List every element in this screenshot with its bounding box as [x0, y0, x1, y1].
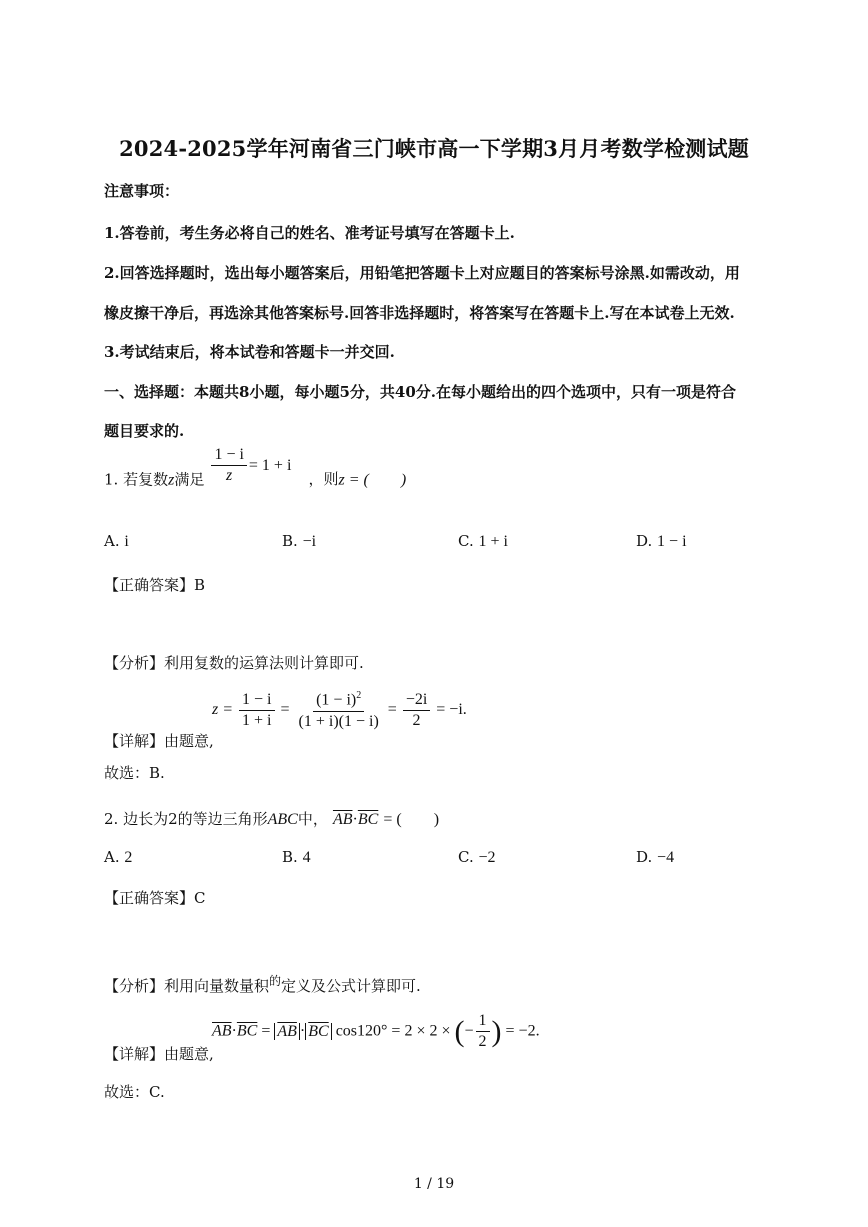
- q1-option-d: D. 1 − i: [636, 532, 687, 550]
- q1-answer: 【正确答案】B: [104, 576, 206, 594]
- q1-detail-label: 【详解】由题意,: [104, 732, 214, 750]
- q2-option-a: A. 2: [104, 848, 133, 866]
- q2-option-b: B. 4: [282, 848, 311, 866]
- q2-triangle: ABC: [267, 811, 298, 828]
- notes-item-3: 3.考试结束后，将本试卷和答题卡一并交回.: [104, 343, 395, 361]
- q2-conclusion: 故选：C.: [104, 1083, 165, 1101]
- q1-stem: [104, 446, 407, 500]
- q1-rhs: = 1 + i: [248, 457, 292, 475]
- q2-solution: $\overline{AB}\cdot\overline{BC} = \overline{AB} \cdot \overline{BC}$ cos120° = 2 × 2 × (− $\frac{1}{2}$ ) = −2.: [212, 1012, 540, 1051]
- q1-conclusion: 故选：B.: [104, 764, 165, 782]
- q1-then: ，则: [308, 470, 339, 489]
- q1-ask: z = ( ): [338, 471, 407, 489]
- q1-sol-frac-1: $\frac{1 - i}{1 + i}$: [239, 691, 274, 731]
- q1-sol-frac-3: $\frac{-2i}{2}$: [403, 691, 430, 731]
- q1-sol-lhs: z =: [212, 701, 234, 719]
- q2-detail-label: 【详解】由题意,: [104, 1045, 214, 1063]
- q2-vector-bc: $\overline{BC}$: [357, 811, 379, 828]
- q1-analysis: 【分析】利用复数的运算法则计算即可.: [104, 654, 364, 672]
- notes-heading: 注意事项：: [104, 182, 180, 200]
- q1-frac-den: z: [226, 467, 233, 485]
- q2-answer: 【正确答案】C: [104, 889, 206, 907]
- q2-ask: = ( ): [383, 811, 440, 828]
- q2-stem: 2. 边长为2的等边三角形ABC中， $\overline{AB}\cdot\overline{BC}$ = ( ): [104, 810, 440, 828]
- q1-option-a: A. i: [104, 532, 129, 550]
- q1-option-c: C. 1 + i: [458, 532, 508, 550]
- q1-sol-end: = −i.: [436, 701, 467, 719]
- q2-mid: 中，: [297, 810, 328, 828]
- q2-vector-ab: $\overline{AB}$: [332, 811, 353, 828]
- q2-prefix: 2. 边长为2的等边三角形: [104, 810, 268, 828]
- q1-frac-num: 1 − i: [211, 446, 246, 466]
- q1-mid: 满足: [174, 470, 205, 489]
- q2-option-c: C. −2: [458, 848, 496, 866]
- q2-analysis: 【分析】利用向量数量积$^的$定义及公式计算即可.: [104, 974, 421, 995]
- section-1-line-2: 题目要求的.: [104, 422, 185, 440]
- q1-solution: z = $\frac{1 - i}{1 + i}$ = $\frac{(1 - i)^2}{(1 + i)(1 - i)}$ = $\frac{-2i}{2}$ = −i.: [212, 690, 467, 730]
- q1-fraction: [211, 446, 246, 486]
- page-title: 2024-2025学年河南省三门峡市高一下学期3月月考数学检测试题: [119, 136, 749, 161]
- notes-item-1: 1.答卷前，考生务必将自己的姓名、准考证号填写在答题卡上.: [104, 224, 515, 242]
- notes-item-2-line-1: 2.回答选择题时，选出每小题答案后，用铅笔把答题卡上对应题目的答案标号涂黑.如需改动，用: [104, 264, 740, 282]
- notes-item-2-line-2: 橡皮擦干净后，再选涂其他答案标号.回答非选择题时，将答案写在答题卡上.写在本试卷上无效.: [104, 304, 735, 322]
- q1-var-z: z: [168, 471, 175, 489]
- q2-option-d: D. −4: [636, 848, 675, 866]
- q1-option-b: B. −i: [282, 532, 317, 550]
- q1-sol-frac-2: $\frac{(1 - i)^2}{(1 + i)(1 - i)}$: [298, 690, 379, 730]
- q1-prefix: 1. 若复数: [104, 470, 169, 489]
- page-number: 1 / 19: [413, 1176, 455, 1192]
- section-1-line-1: 一、选择题：本题共8小题，每小题5分，共40分.在每小题给出的四个选项中，只有一项是符合: [104, 383, 736, 401]
